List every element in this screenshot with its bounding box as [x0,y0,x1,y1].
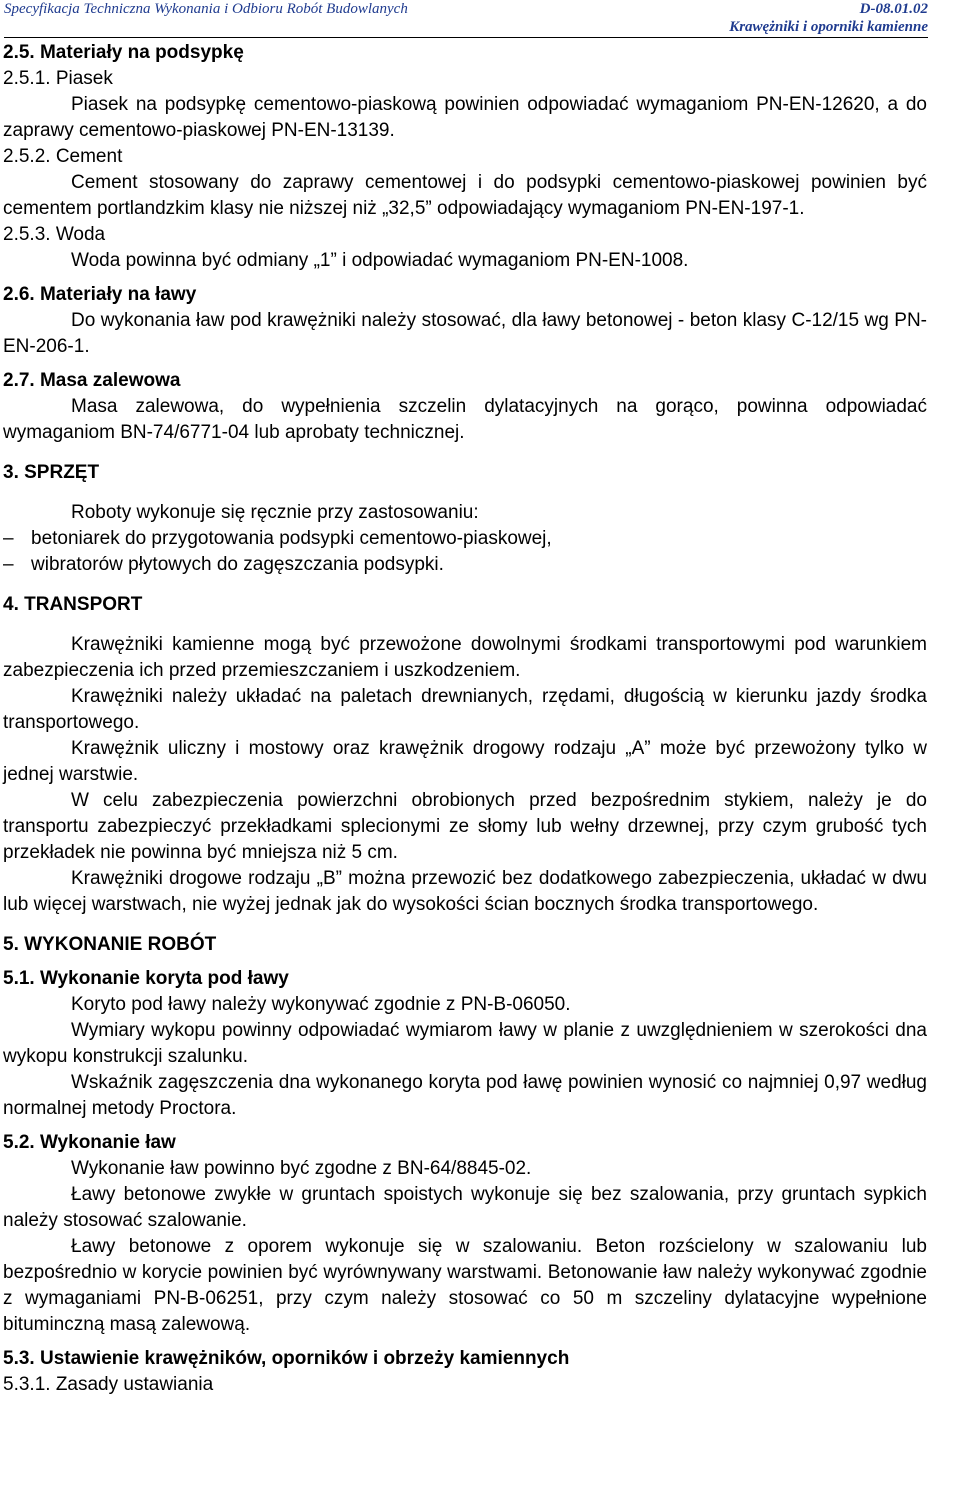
section-5-2-paragraph: Ławy betonowe z oporem wykonuje się w szalowaniu. Beton rozścielony w szalowaniu lub bezpośrednio w korycie powinien być wyrównywany warstwami. Betonowanie ław należy wykonywać zgodnie z wymaganiami PN-B-06251, przy czym należy stosować co 50 m szczeliny dylatacyjne wypełnione bituminczną masą zalewową. [3,1236,927,1335]
section-5-3-1-heading: 5.3.1. Zasady ustawiania [3,1374,214,1395]
section-2-5-3-heading: 2.5.3. Woda [3,224,106,245]
section-2-7-heading: 2.7. Masa zalewowa [3,370,181,391]
section-5-2-paragraph: Wykonanie ław powinno być zgodne z BN-64/8845-02. [71,1158,532,1179]
section-2-5-1-heading: 2.5.1. Piasek [3,68,113,89]
section-3-heading: 3. SPRZĘT [3,462,100,483]
section-4-paragraph: Krawężniki drogowe rodzaju „B” można przewozić bez dodatkowego zabezpieczenia, układać w dwu lub więcej warstwach, nie wyżej jednak jak do wysokości ścian bocznych środka transportowego. [3,868,927,915]
section-2-5-2-text: Cement stosowany do zaprawy cementowej i do podsypki cementowo-piaskowej powinien być cementem portlandzkim klasy nie niższej niż „32,5” odpowiadający wymaganiom PN-EN-197-1. [3,172,927,219]
spec-subtitle: Krawężniki i oporniki kamienne [729,19,928,35]
section-5-1-heading: 5.1. Wykonanie koryta pod ławy [3,968,289,989]
section-5-3-heading: 5.3. Ustawienie krawężników, oporników i obrzeży kamiennych [3,1348,570,1369]
section-3-intro: Roboty wykonuje się ręcznie przy zastosowaniu: [71,502,479,523]
list-item: – wibratorów płytowych do zagęszczania podsypki. [3,552,927,578]
document-title: Specyfikacja Techniczna Wykonania i Odbioru Robót Budowlanych [4,1,408,17]
section-5-1-paragraph: Wskaźnik zagęszczenia dna wykonanego koryta pod ławę powinien wynosić co najmniej 0,97 według normalnej metody Proctora. [3,1072,927,1119]
section-2-5-3-text: Woda powinna być odmiany „1” i odpowiadać wymaganiom PN-EN-1008. [71,250,689,271]
page-header [4,0,928,40]
section-4-heading: 4. TRANSPORT [3,594,143,615]
section-5-1-paragraph: Wymiary wykopu powinny odpowiadać wymiarom ławy w planie z uwzględnieniem w szerokości dna wykopu konstrukcji szalunku. [3,1020,927,1067]
section-2-6-heading: 2.6. Materiały na ławy [3,284,197,305]
section-5-1-paragraph: Koryto pod ławy należy wykonywać zgodnie z PN-B-06050. [71,994,571,1015]
section-2-5-1-text: Piasek na podsypkę cementowo-piaskową powinien odpowiadać wymaganiom PN-EN-12620, a do zaprawy cementowo-piaskowej PN-EN-13139. [3,94,927,141]
dash-marker: – [3,528,14,549]
section-5-heading: 5. WYKONANIE ROBÓT [3,934,217,955]
section-2-7-text: Masa zalewowa, do wypełnienia szczelin dylatacyjnych na gorąco, powinna odpowiadać wymaganiom BN-74/6771-04 lub aprobaty technicznej. [3,396,927,443]
section-2-5-heading: 2.5. Materiały na podsypkę [3,42,244,63]
header-divider [4,37,928,38]
section-4-paragraph: Krawężnik uliczny i mostowy oraz krawężnik drogowy rodzaju „A” może być przewożony tylko w jednej warstwie. [3,738,927,785]
list-item: – betoniarek do przygotowania podsypki cementowo-piaskowej, [3,526,927,552]
section-2-6-text: Do wykonania ław pod krawężniki należy stosować, dla ławy betonowej - beton klasy C-12/15 wg PN-EN-206-1. [3,310,927,357]
section-4-paragraph: Krawężniki kamienne mogą być przewożone dowolnymi środkami transportowymi pod warunkiem zabezpieczenia ich przed przemieszczaniem i uszkodzeniem. [3,634,927,681]
document-body [3,40,927,1398]
section-4-paragraph: W celu zabezpieczenia powierzchni obrobionych przed bezpośrednim stykiem, należy je do transportu zabezpieczyć przekładkami splecionymi ze słomy lub wełny drzewnej, przy czym grubość tych przekładek nie powinna być mniejsza niż 5 cm. [3,790,927,863]
spec-code: D-08.01.02 [859,1,928,17]
section-5-2-paragraph: Ławy betonowe zwykłe w gruntach spoistych wykonuje się bez szalowania, przy gruntach sypkich należy stosować szalowanie. [3,1184,927,1231]
dash-marker: – [3,554,14,575]
section-5-2-heading: 5.2. Wykonanie ław [3,1132,176,1153]
section-4-paragraph: Krawężniki należy układać na paletach drewnianych, rzędami, długością w kierunku jazdy środka transportowego. [3,686,927,733]
section-2-5-2-heading: 2.5.2. Cement [3,146,123,167]
